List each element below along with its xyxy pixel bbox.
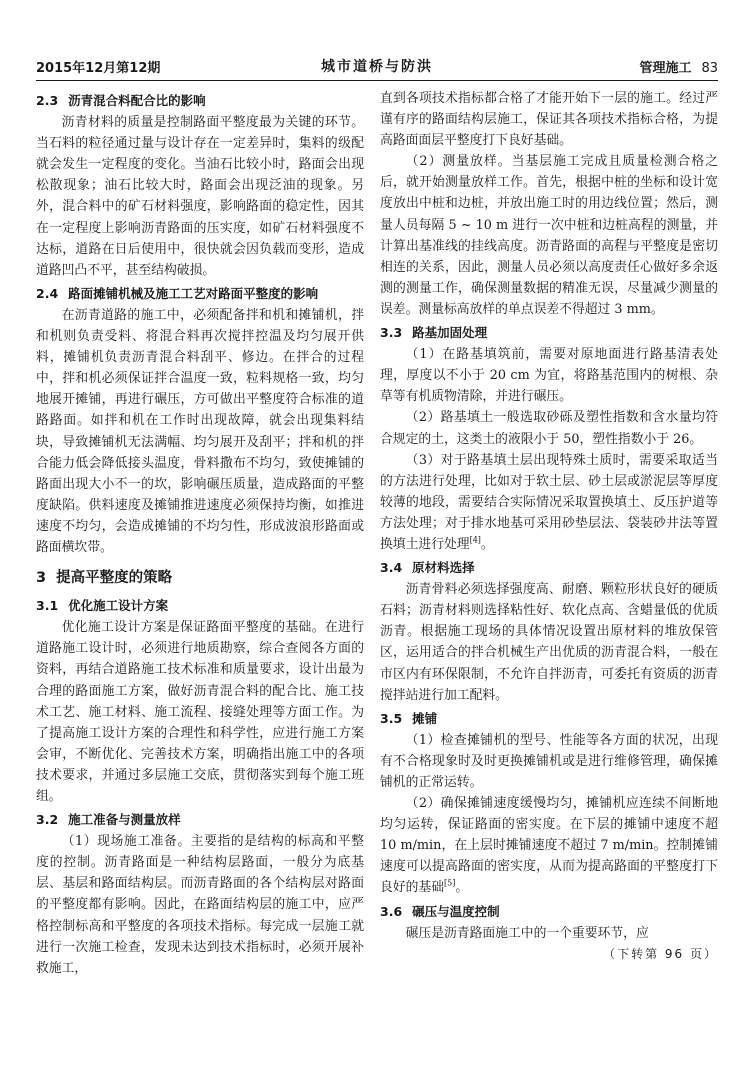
section-and-page [639, 57, 718, 76]
paragraph-text: （3）对于路基填土层出现特殊土质时，需要采取适当的方法进行处理，比如对于软土层、砂土层或淤泥层等厚度较薄的地段，需要结合实际情况采取置换填土、反压护道等方法处理；对于排水地基可采用砂垫层法、袋装砂井法等置换填土进行处理 [380, 452, 718, 552]
paragraph-end: 。 [455, 880, 469, 896]
left-column [36, 88, 364, 979]
heading-number: 3.2 [36, 812, 59, 828]
continued-note: （下转第 96 页） [603, 946, 718, 961]
heading-3-2 [36, 809, 364, 830]
heading-number: 3.3 [380, 325, 403, 341]
heading-3-1 [36, 595, 364, 616]
paragraph: 碾压是沥青路面施工中的一个重要环节，应 [405, 925, 649, 941]
paragraph: （2）路基填土一般选取砂砾及塑性指数和含水量均符合规定的土，这类土的液限小于 50，塑性指数小于 26。 [380, 410, 718, 447]
heading-3-4 [380, 557, 718, 578]
paragraph [380, 793, 718, 898]
heading-number: 3 [36, 570, 47, 587]
heading-2-4 [36, 283, 364, 304]
paragraph-continued: 直到各项技术指标都合格了才能开始下一层的施工。经过严谨有序的路面结构层施工，保证其各项技术指标合格，为提高路面面层平整度打下良好基础。 [380, 91, 718, 149]
heading-number: 2.3 [36, 93, 59, 108]
paragraph: 沥青骨料必须选择强度高、耐磨、颗粒形状良好的硬质石料；沥青材料则选择粘性好、软化点高、含蜡量低的优质沥青。根据施工现场的具体情况设置出原材料的堆放保管区，运用适合的拌合机械生产出优质的沥青混合料，一般在市区内有环保限制，不允许自拌沥青，可委托有资质的沥青搅拌站进行加工配料。 [380, 582, 718, 703]
paragraph [380, 450, 718, 555]
paragraph-text: （2）确保摊铺速度缓慢均匀，摊铺机应连续不间断地均匀运转，保证路面的密实度。在下层的摊铺中速度不超 10 m/min，在上层时摊铺速度不超过 7 m/min。控制摊铺速度可以提高路面的密实度，从而为提高路面的平整度打下良好的基础 [380, 796, 718, 896]
paragraph: 在沥青道路的施工中，必须配备拌和机和摊铺机，拌和机则负责受料、将混合料再次搅拌控温及均匀展开供料，摊铺机负责沥青混合料刮平、修边。在拌合的过程中，拌和机必须保证拌合温度一致，粒料规格一致，均匀地展开摊铺，再进行碾压，方可做出平整度符合标准的道路路面。如拌和机在工作时出现故障，就会出现集料结块，导致摊铺机无法满幅、均匀展开及刮平；拌和机的拌合能力低会降低接头温度，骨料撒布不均匀，致使摊铺的路面出现大小不一的坎，影响碾压质量，造成路面的平整度缺陷。供料速度及摊铺推进速度必须保持均衡，如推进速度不均匀，会造成摊铺的不均匀性，形成波浪形路面或路面横坎带。 [36, 307, 364, 555]
right-column [380, 88, 718, 965]
heading-3-6 [380, 901, 718, 922]
heading-3-3 [380, 322, 718, 343]
issue-date: 2015年12月第12期 [36, 61, 161, 76]
page-number: 83 [701, 61, 718, 76]
paragraph: （1）现场施工准备。主要指的是结构的标高和平整度的控制。沥青路面是一种结构层路面，一般分为底基层、基层和路面结构层。而沥青路面的各个结构层对路面的平整度都有影响。因此，在路面结构层的施工中，应严格控制标高和平整度的各项技术指标。每完成一层施工就进行一次施工检查，发现未达到技术指标时，必须开展补救施工， [36, 834, 364, 976]
paragraph: 优化施工设计方案是保证路面平整度的基础。在进行道路施工设计时，必须进行地质勘察，综合查阅各方面的资料，再结合道路施工技术标准和质量要求，设计出最为合理的路面施工方案，做好沥青混合料的配合比、施工技术工艺、施工材料、施工流程、接缝处理等方面工作。为了提高施工设计方案的合理性和科学性，应进行施工方案会审，不断优化、完善技术方案，明确指出施工中的各项技术要求，并通过多层施工交底，贯彻落实到每个施工班组。 [36, 620, 364, 804]
heading-number: 3.5 [380, 710, 403, 726]
journal-title: 城市道桥与防洪 [321, 59, 433, 75]
heading-2-3 [36, 90, 364, 111]
paragraph-end: 。 [480, 536, 494, 552]
citation-ref: [5] [443, 879, 456, 889]
heading-text: 路面摊铺机械及施工工艺对路面平整度的影响 [68, 285, 319, 301]
section-name: 管理施工 [639, 61, 692, 76]
heading-number: 2.4 [36, 285, 59, 301]
paragraph: 沥青材料的质量是控制路面平整度最为关键的环节。当石料的粒径通过量与设计存在一定差异时，集料的级配就会发生一定程度的变化。当油石比较小时，路面会出现松散现象；油石比较大时，路面会出现泛油的现象。另外，混合料中的矿石材料强度，影响路面的稳定性，因其在一定程度上影响沥青路面的压实度，如矿石材料强度不达标，道路在日后使用中，很快就会因负载而变形，造成道路凹凸不平，甚至结构破损。 [36, 115, 364, 278]
heading-text: 优化施工设计方案 [68, 598, 169, 614]
paragraph: （1）在路基填筑前，需要对原地面进行路基清表处理，厚度以不小于 20 cm 为宜，将路基范围内的树根、杂草等有机质物清除，并进行碾压。 [380, 347, 718, 405]
heading-text: 沥青混合料配合比的影响 [68, 93, 206, 108]
heading-3-5 [380, 708, 718, 729]
heading-text: 路基加固处理 [412, 325, 488, 341]
heading-number: 3.4 [380, 560, 403, 576]
running-header [36, 52, 718, 81]
heading-text: 碾压与温度控制 [412, 903, 500, 919]
heading-text: 原材料选择 [412, 560, 475, 576]
heading-number: 3.1 [36, 598, 59, 614]
heading-3 [36, 568, 364, 589]
paragraph: （1）检查摊铺机的型号、性能等各方面的状况，出现有不合格现象时及时更换摊铺机或是进行维修管理，确保摊铺机的正常运转。 [380, 732, 718, 790]
citation-ref: [4] [469, 535, 481, 545]
paragraph: （2）测量放样。当基层施工完成且质量检测合格之后，就开始测量放样工作。首先，根据中桩的坐标和设计宽度放出中桩和边桩，并放出施工时的用边线位置；然后，测量人员每隔 5 ~ 10 m 进行一次中桩和边桩高程的测量，并计算出基准线的挂线高度。沥青路面的高程与平整度是密切相连的关系，因此，测量人员必须以高度责任心做好多余返测的测量工作，确保测量数据的精准无误，尽量减少测量的误差。测量标高放样的单点误差不得超过 3 mm。 [380, 154, 718, 317]
heading-text: 施工准备与测量放样 [68, 812, 181, 828]
heading-text: 摊铺 [412, 710, 438, 726]
heading-number: 3.6 [380, 903, 403, 919]
heading-text: 提高平整度的策略 [56, 570, 173, 587]
